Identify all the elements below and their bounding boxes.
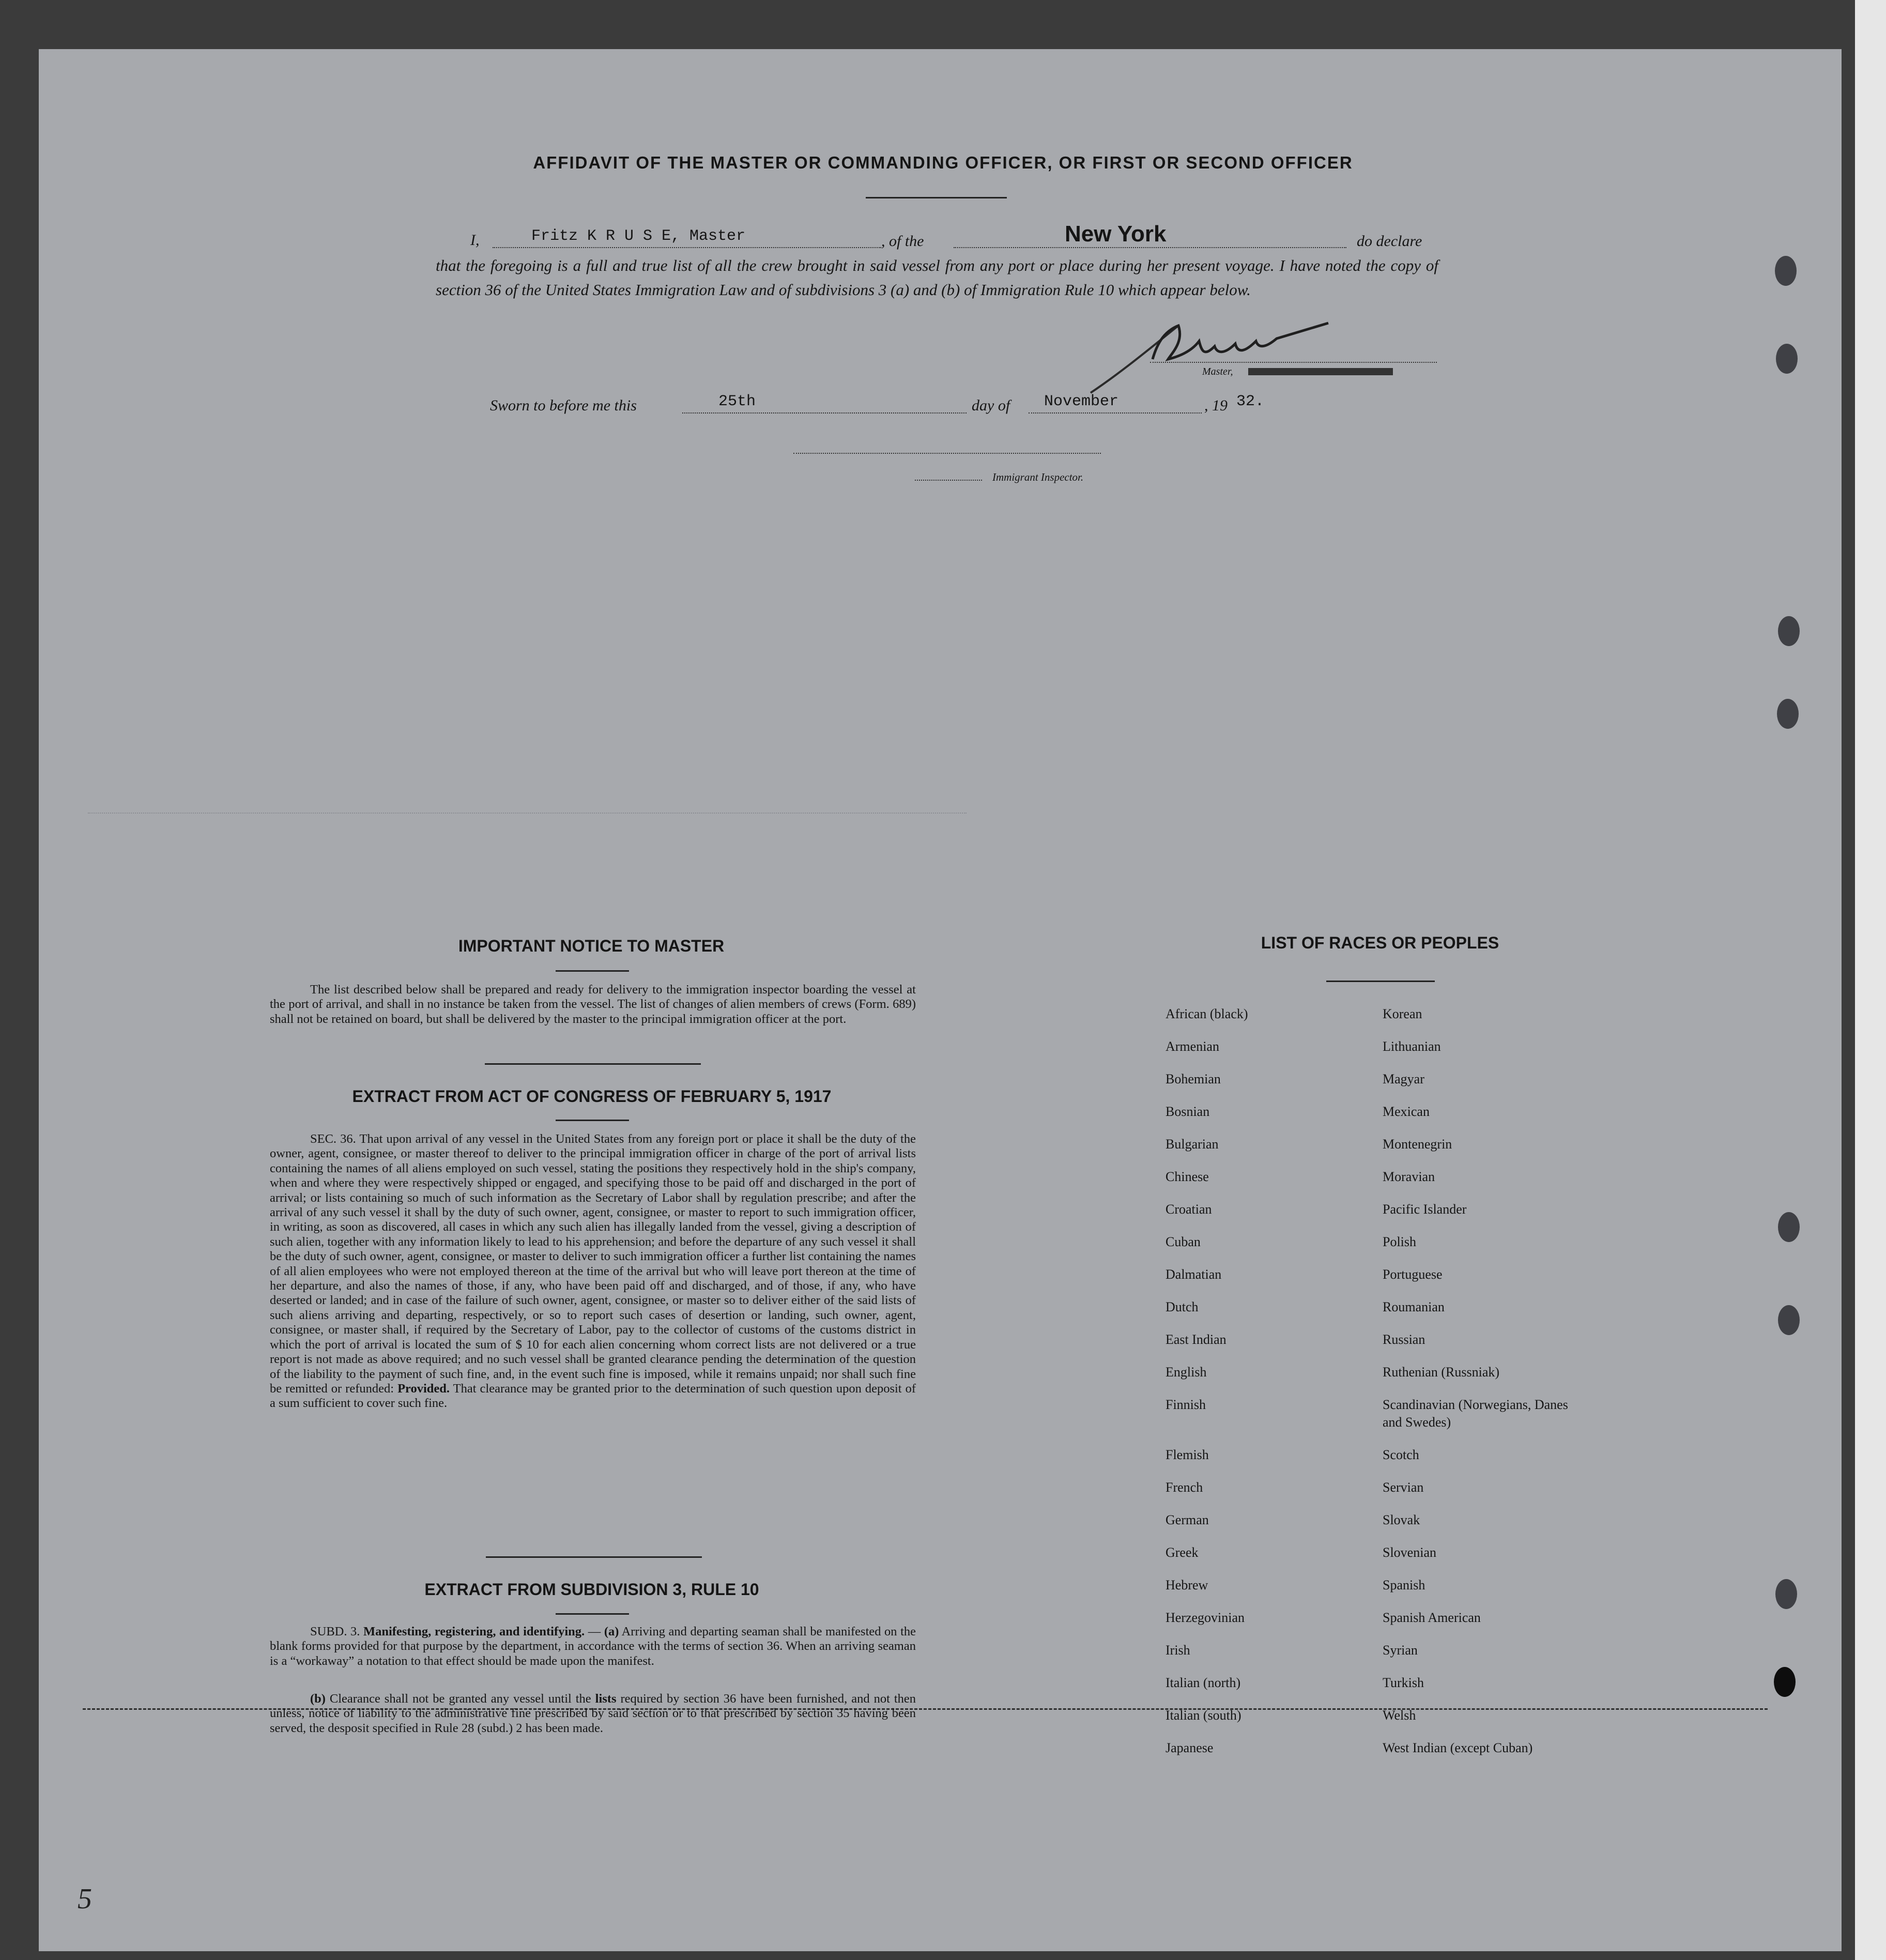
signature-caption: Master, — [1202, 366, 1233, 377]
race-item-right: Slovenian — [1383, 1545, 1436, 1560]
notice-rule — [556, 970, 629, 972]
race-item-right: Spanish American — [1383, 1610, 1481, 1625]
races-title: LIST OF RACES OR PEOPLES — [1261, 933, 1499, 952]
race-item-right: Spanish — [1383, 1578, 1425, 1592]
rule-a-text — [270, 1625, 916, 1668]
race-item-right: Syrian — [1383, 1643, 1418, 1658]
struck-text — [1248, 368, 1393, 375]
rule-a-label: (a) — [604, 1625, 619, 1639]
affidavit-title: AFFIDAVIT OF THE MASTER OR COMMANDING OFFICER, OR FIRST OR SECOND OFFICER — [533, 153, 1353, 172]
vessel-line — [954, 247, 1346, 248]
race-item-left: Finnish — [1166, 1397, 1206, 1412]
rule-a-dash: — — [588, 1625, 601, 1639]
binding-hole — [1778, 1212, 1800, 1242]
affidavit-statement: that the foregoing is a full and true list of all the crew brought in said vessel from any port or place during her present voyage. I have noted the copy of section 36 of the United States Immigration Law and of subdivisions 3 (a) and (b) of Immigration Rule 10 which appear below. — [436, 256, 1438, 299]
declare-label: do declare — [1357, 233, 1422, 250]
binding-hole — [1778, 616, 1800, 646]
rule-title-rule — [556, 1613, 629, 1615]
race-item-right: Korean — [1383, 1006, 1422, 1021]
race-item-right: Moravian — [1383, 1169, 1435, 1184]
inspector-label: Immigrant Inspector. — [992, 471, 1084, 483]
year-prefix: , 19 — [1204, 397, 1228, 414]
master-name: Fritz K R U S E, Master — [531, 227, 746, 245]
divider-rule-1 — [485, 1063, 701, 1065]
month-line — [1029, 412, 1202, 414]
name-line — [493, 247, 881, 248]
vessel-name: New York — [1065, 221, 1167, 247]
rule-b-label: (b) — [310, 1692, 326, 1706]
binding-hole — [1775, 256, 1797, 286]
race-item-left: Bosnian — [1166, 1104, 1210, 1119]
race-item-right: Ruthenian (Russniak) — [1383, 1365, 1500, 1380]
act-body-after: That clearance may be granted prior to the determination of such question upon deposit of a sum sufficient to cover such fine. — [270, 1381, 916, 1411]
race-item-right: Lithuanian — [1383, 1039, 1441, 1054]
race-item-left: Flemish — [1166, 1447, 1209, 1462]
rule-title: EXTRACT FROM SUBDIVISION 3, RULE 10 — [424, 1580, 759, 1599]
race-item-left: French — [1166, 1480, 1203, 1495]
race-item-left: Herzegovinian — [1166, 1610, 1245, 1625]
race-item-left: Croatian — [1166, 1202, 1212, 1217]
inspector-short-line — [915, 480, 982, 481]
race-item-left: Armenian — [1166, 1039, 1219, 1054]
race-item-right: Portuguese — [1383, 1267, 1443, 1282]
race-item-left: East Indian — [1166, 1332, 1226, 1347]
divider-rule-2 — [486, 1556, 702, 1558]
rule-prefix: SUBD. 3. — [310, 1625, 360, 1639]
race-item-left: Cuban — [1166, 1234, 1201, 1249]
race-item-right: Russian — [1383, 1332, 1425, 1347]
sworn-day: 25th — [718, 393, 756, 410]
of-the-label: , of the — [881, 233, 924, 250]
margin-mark: 5 — [78, 1883, 92, 1915]
race-item-left: Dalmatian — [1166, 1267, 1222, 1282]
race-item-left: Italian (south) — [1166, 1708, 1241, 1723]
race-item-left: African (black) — [1166, 1006, 1248, 1021]
page-edge — [1855, 0, 1886, 1960]
race-item-left: Bulgarian — [1166, 1137, 1219, 1152]
year-suffix: 32. — [1236, 393, 1265, 410]
race-item-right: Montenegrin — [1383, 1137, 1452, 1152]
race-item-left: Chinese — [1166, 1169, 1209, 1184]
provided-label: Provided. — [397, 1381, 450, 1396]
race-item-right: Servian — [1383, 1480, 1424, 1495]
day-of-label: day of — [972, 397, 1010, 414]
race-item-right: Roumanian — [1383, 1299, 1445, 1314]
signature-mark — [1080, 310, 1442, 398]
binding-hole — [1774, 1667, 1796, 1697]
race-item-left: Irish — [1166, 1643, 1190, 1658]
rule-b-body2: required by section 36 have been furnished, and not then unless, notice of liability to the administrative fine prescribed by said section or to that prescribed by section 35 having been served, the desposit specified in Rule 28 (subd.) 2 has been made. — [270, 1692, 916, 1735]
race-item-right: West Indian (except Cuban) — [1383, 1740, 1533, 1755]
race-item-left: Bohemian — [1166, 1071, 1221, 1086]
title-rule — [866, 197, 1007, 198]
act-text — [270, 1132, 916, 1411]
race-item-left: Greek — [1166, 1545, 1199, 1560]
race-item-right: Welsh — [1383, 1708, 1416, 1723]
races-rule — [1326, 981, 1435, 982]
binding-hole — [1777, 699, 1799, 729]
race-item-left: Hebrew — [1166, 1578, 1208, 1592]
rule-b-text — [270, 1692, 916, 1736]
race-item-right: Slovak — [1383, 1512, 1420, 1527]
binding-hole — [1778, 1305, 1800, 1335]
rule-b-lists: lists — [595, 1692, 617, 1706]
sworn-month: November — [1044, 393, 1119, 410]
sworn-prefix: Sworn to before me this — [490, 397, 637, 414]
binding-hole — [1776, 344, 1798, 374]
act-rule — [556, 1120, 629, 1121]
signature-line — [1150, 362, 1437, 363]
rule-a-body: Arriving and departing seaman shall be manifested on the blank forms provided for that purpose by the department, in accordance with the terms of section 36. When an arriving seaman is a “workaway” a notation to that effect should be made upon the manifest. — [270, 1625, 916, 1668]
day-line — [682, 412, 967, 414]
bleed-line — [88, 813, 967, 814]
race-item-left: Japanese — [1166, 1740, 1214, 1755]
rule-b-body1: Clearance shall not be granted any vessel until the — [329, 1692, 591, 1706]
act-body: SEC. 36. That upon arrival of any vessel in the United States from any foreign port or place it shall be the duty of the owner, agent, consignee, or master thereof to deliver to the principal immigration officer in charge of the port of arrival lists containing the names of all aliens employed on such vessel, stating the positions they respectively hold in the ship's company, when and where they were respectively shipped or engaged, and specifying those to be paid off and discharged in the port of arrival; or lists containing so much of such information as the Secretary of Labor shall by regulation prescribe; and after the arrival of any such vessel it shall by the duty of such owner, agent, consignee, or master to report to such immigration officer, in writing, as soon as discovered, all cases in which any such alien has illegally landed from the vessel, giving a description of such alien, together with any information likely to lead to his apprehension; and before the departure of any such vessel it shall be the duty of such owner, agent, consignee, or master to deliver to such immigration officer a further list containing the names of all alien employees who were not employed thereon at the time of the arrival but who will leave port thereon at the time of her departure, and also the names of those, if any, who have been paid off and discharged, and of those, if any, who have deserted or landed; and in case of the failure of such owner, agent, consignee, or master so to deliver either of the said lists of such aliens arriving and departing, respectively, or so to report such cases of desertion or landing, such owner, agent, consignee, or master shall, if required by the Secretary of Labor, pay to the collector of customs of the customs district in which the port of arrival is located the sum of $ 10 for each alien concerning whom correct lists are not delivered or a true report is not made as above required; and no such vessel shall be granted clearance pending the determination of the question of the liability to the payment of such fine, and, in the event such fine is imposed, while it remains unpaid; nor shall such fine be remitted or refunded: — [270, 1132, 916, 1396]
race-item-left: Dutch — [1166, 1299, 1199, 1314]
race-item-right: Mexican — [1383, 1104, 1430, 1119]
notice-text: The list described below shall be prepared and ready for delivery to the immigration inspector boarding the vessel at the port of arrival, and shall in no instance be taken from the vessel. The list of changes of alien members of crews (Form. 689) shall not be retained on board, but shall be delivered by the master to the principal immigration officer at the port. — [270, 983, 916, 1026]
notice-title: IMPORTANT NOTICE TO MASTER — [458, 937, 725, 955]
race-item-left: English — [1166, 1365, 1207, 1380]
race-item-right: Pacific Islander — [1383, 1202, 1467, 1217]
inspector-line — [793, 453, 1101, 454]
race-item-right: Turkish — [1383, 1675, 1424, 1690]
binding-hole — [1775, 1579, 1797, 1609]
race-item-right: Magyar — [1383, 1071, 1424, 1086]
race-item-right: Scotch — [1383, 1447, 1419, 1462]
race-item-left: Italian (north) — [1166, 1675, 1241, 1690]
affidavit-i-label: I, — [470, 232, 480, 249]
race-item-right: Scandinavian (Norwegians, Danes and Swedes) — [1383, 1397, 1568, 1430]
race-item-right: Polish — [1383, 1234, 1417, 1249]
race-item-left: German — [1166, 1512, 1209, 1527]
rule-a-heading: Manifesting, registering, and identifying. — [363, 1625, 585, 1639]
act-title: EXTRACT FROM ACT OF CONGRESS OF FEBRUARY 5, 1917 — [352, 1087, 832, 1106]
